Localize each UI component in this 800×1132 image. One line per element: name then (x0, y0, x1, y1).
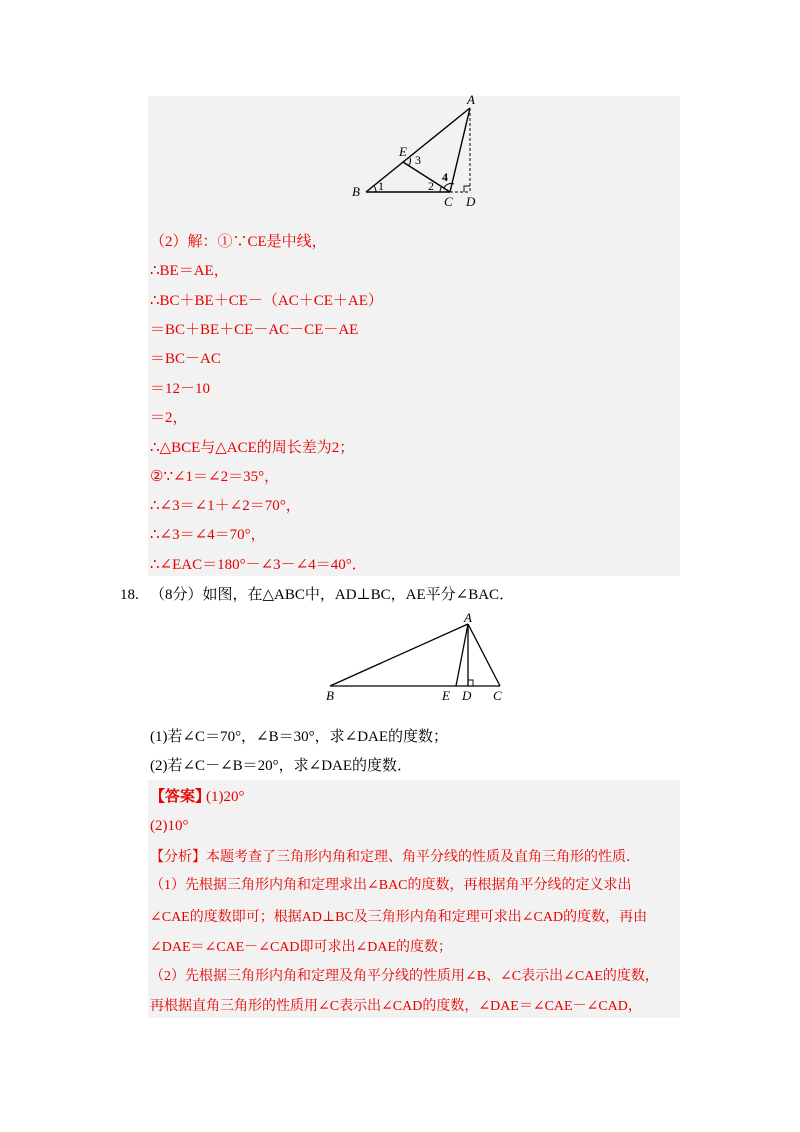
question-part-1: (1)若∠C＝70°，∠B＝30°，求∠DAE的度数； (150, 729, 449, 745)
analysis-line-1: 【分析】本题考查了三角形内角和定理、角平分线的性质及直角三角形的性质． (150, 850, 640, 865)
analysis-line-5: （2）先根据三角形内角和定理及角平分线的性质用∠B、∠C表示出∠CAE的度数， (150, 969, 659, 984)
solution-line-4: ＝BC＋BE＋CE－AC－CE－AE (150, 322, 359, 338)
label-E: E (442, 688, 450, 703)
analysis-line-2: （1）先根据三角形内角和定理求出∠BAC的度数，再根据角平分线的定义求出 (150, 878, 632, 893)
question-part-2: (2)若∠C－∠B＝20°，求∠DAE的度数． (150, 758, 413, 774)
label-B: B (352, 184, 360, 199)
figure-triangle-1 (340, 92, 490, 212)
question-stem: （8分）如图，在△ABC中，AD⊥BC，AE平分∠BAC． (150, 587, 515, 603)
label-B: B (326, 688, 334, 703)
label-E: E (399, 144, 407, 159)
analysis-line-6: 再根据直角三角形的性质用∠C表示出∠CAD的度数，∠DAE＝∠CAE－∠CAD， (150, 999, 642, 1014)
label-D: D (466, 194, 476, 209)
label-C: C (444, 194, 453, 209)
label-angle-2: 2 (428, 179, 434, 193)
answer-1: (1)20° (206, 789, 245, 805)
solution-line-12: ∴∠EAC＝180°－∠3－∠4＝40°． (150, 557, 367, 573)
solution-line-3: ∴BC＋BE＋CE－（AC＋CE＋AE） (150, 293, 383, 309)
label-angle-1: 1 (378, 179, 384, 193)
solution-line-9: ②∵∠1＝∠2＝35°， (150, 469, 280, 485)
label-D: D (462, 688, 472, 703)
solution-line-11: ∴∠3＝∠4＝70°， (150, 527, 266, 543)
solution-line-8: ∴△BCE与△ACE的周长差为2； (150, 440, 355, 456)
answer-2: (2)10° (150, 818, 189, 834)
label-C: C (493, 688, 502, 703)
answer-tag: 【答案】 (150, 789, 211, 805)
solution-line-2: ∴BE＝AE， (150, 263, 229, 279)
question-number: 18. (120, 587, 139, 603)
label-angle-3: 3 (415, 153, 421, 167)
analysis-line-3: ∠CAE的度数即可；根据AD⊥BC及三角形内角和定理可求出∠CAD的度数，再由 (150, 910, 648, 925)
solution-line-5: ＝BC－AC (150, 351, 221, 367)
solution-line-1: （2）解：①∵CE是中线， (150, 234, 327, 250)
analysis-line-4: ∠DAE＝∠CAE－∠CAD即可求出∠DAE的度数； (150, 940, 453, 955)
label-A: A (467, 92, 475, 107)
solution-line-10: ∴∠3＝∠1＋∠2＝70°， (150, 498, 301, 514)
solution-line-7: ＝2， (150, 410, 188, 426)
label-angle-4: 4 (442, 170, 448, 184)
label-A: A (464, 610, 472, 625)
figure-triangle-2 (316, 610, 516, 706)
solution-line-6: ＝12－10 (150, 381, 211, 397)
